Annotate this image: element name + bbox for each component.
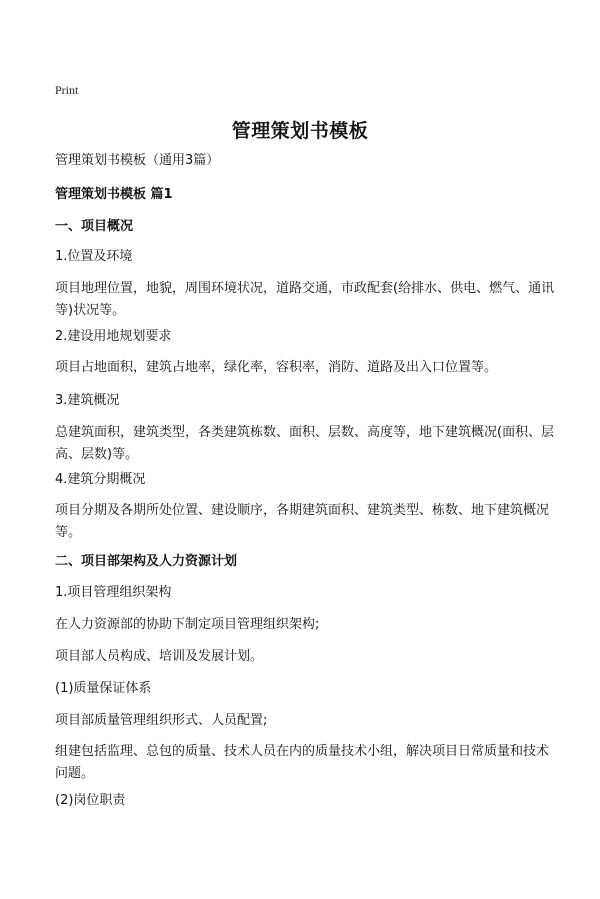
paragraph-building-phases: 项目分期及各期所处位置、建设顺序，各期建筑面积、建筑类型、栋数、地下建筑概况等。 xyxy=(55,503,550,540)
item-title-location: 1.位置及环境 xyxy=(55,249,133,264)
item-title-org-structure: 1.项目管理组织架构 xyxy=(55,585,172,600)
paragraph-building-overview: 总建筑面积，建筑类型，各类建筑栋数、面积、层数、高度等，地下建筑概况(面积、层高、层数)等。 xyxy=(55,425,555,462)
paragraph-org-structure: 在人力资源部的协助下制定项目管理组织架构; xyxy=(55,617,320,632)
page-title: 管理策划书模板 xyxy=(231,120,369,142)
article-heading: 管理策划书模板 篇1 xyxy=(55,187,173,202)
paragraph-location: 项目地理位置，地貌，周围环境状况，道路交通，市政配套(给排水、供电、燃气、通讯等)状况等。 xyxy=(55,281,555,318)
paragraph-staffing: 项目部人员构成、培训及发展计划。 xyxy=(55,649,264,664)
paragraph-quality-team: 组建包括监理、总包的质量、技术人员在内的质量技术小组，解决项目日常质量和技术问题。 xyxy=(55,744,550,781)
subitem-title-job-duties: (2)岗位职责 xyxy=(55,793,126,808)
section-heading-project-overview: 一、项目概况 xyxy=(55,219,134,234)
item-title-building-overview: 3.建筑概况 xyxy=(55,393,120,408)
item-title-land-planning: 2.建设用地规划要求 xyxy=(55,329,172,344)
document-subtitle: 管理策划书模板（通用3篇） xyxy=(55,153,220,168)
section-heading-organization: 二、项目部架构及人力资源计划 xyxy=(55,554,238,569)
print-label: Print xyxy=(55,83,79,97)
paragraph-land-planning: 项目占地面积，建筑占地率，绿化率，容积率，消防、道路及出入口位置等。 xyxy=(55,360,498,375)
paragraph-quality-org: 项目部质量管理组织形式、人员配置; xyxy=(55,713,268,728)
subitem-title-quality-system: (1)质量保证体系 xyxy=(55,681,152,696)
item-title-building-phases: 4.建筑分期概况 xyxy=(55,472,146,487)
